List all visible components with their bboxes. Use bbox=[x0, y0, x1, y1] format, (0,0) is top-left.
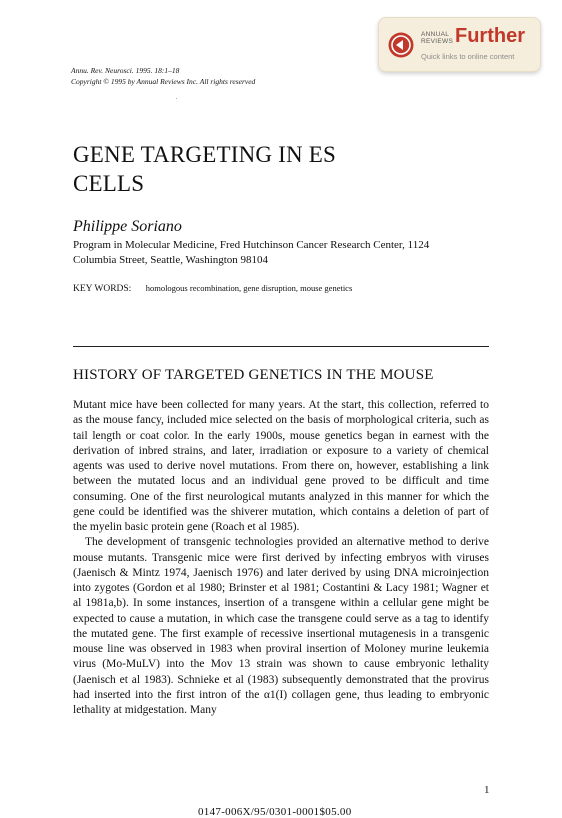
keywords bbox=[73, 283, 352, 294]
badge-annual: ANNUAL bbox=[421, 31, 450, 38]
article-title bbox=[73, 140, 393, 198]
keywords-label: KEY WORDS: bbox=[73, 284, 132, 294]
section-heading: HISTORY OF TARGETED GENETICS IN THE MOUSE bbox=[73, 367, 434, 383]
annual-reviews-arrow-icon bbox=[388, 32, 414, 58]
annual-reviews-further-badge[interactable] bbox=[378, 17, 541, 72]
badge-further[interactable]: Further bbox=[455, 25, 525, 47]
author-affiliation bbox=[73, 238, 493, 267]
stray-dot bbox=[176, 98, 177, 99]
badge-subtitle: Quick links to online content bbox=[421, 52, 515, 61]
title-line-1: GENE TARGETING IN ES bbox=[73, 142, 337, 167]
footer-code: 0147-006X/95/0301-0001$05.00 bbox=[198, 806, 352, 818]
paragraph-1: Mutant mice have been collected for many years. At the start, this collection, referred to as the mouse fancy, included mice selected on the basis of morphological criteria, such as tail length or coat color. In the early 1900s, mouse genetics began in earnest with the derivation of inbred strains, and later, irradiation or exposure to a variety of chemical agents was used to derive novel mutations. From there on, however, establishing a link between the mutated locus and an individual gene proved to be difficult and time consuming. One of the first neurological mutants analyzed in this manner for which the gene could be identified was the shiverer mutation, which contains a deletion of part of the myelin basic protein gene (Roach et al 1985). bbox=[73, 399, 489, 533]
citation bbox=[71, 65, 255, 87]
page-number: 1 bbox=[484, 784, 490, 796]
badge-annual-reviews-text bbox=[421, 31, 453, 45]
author-name: Philippe Soriano bbox=[73, 218, 182, 235]
affiliation-line-2: Columbia Street, Seattle, Washington 98104 bbox=[73, 253, 269, 266]
section-divider bbox=[73, 346, 489, 347]
title-line-2: CELLS bbox=[73, 171, 145, 196]
citation-copyright: Copyright © 1995 by Annual Reviews Inc. All rights reserved bbox=[71, 77, 256, 86]
paragraph-2: The development of transgenic technologies provided an alternative method to derive mouse mutants. Transgenic mice were first derived by infecting embryos with viruses (Jaenisch & Mintz 1974, Jaenisch 1976) and later derived by using DNA microinjection into zygotes (Gordon et al 1980; Brinster et al 1981; Costantini & Lacy 1981; Wagner et al 1981a,b). In some instances, insertion of a transgene within a cellular gene might be expected to cause a mutation, in which case the transgene could serve as a tag to identify the mutated gene. The first example of recessive insertional mutagenesis in a transgenic mouse line was observed in 1983 when proviral insertion of Moloney murine leukemia virus (Mo-MuLV) into the Mov 13 strain was shown to cause embryonic lethality (Jaenisch et al 1983). Schnieke et al (1983) subsequently demonstrated that the provirus had inserted into the first intron of the α1(I) collagen gene, thus leading to embryonic lethality at midgestation. Many bbox=[73, 536, 489, 716]
badge-reviews: REVIEWS bbox=[421, 38, 454, 45]
affiliation-line-1: Program in Molecular Medicine, Fred Hutchinson Cancer Research Center, 1124 bbox=[73, 239, 430, 251]
citation-journal: Annu. Rev. Neurosci. 1995. 18:1–18 bbox=[71, 66, 180, 75]
body-text bbox=[73, 398, 489, 718]
keywords-values: homologous recombination, gene disruption, mouse genetics bbox=[145, 283, 353, 293]
